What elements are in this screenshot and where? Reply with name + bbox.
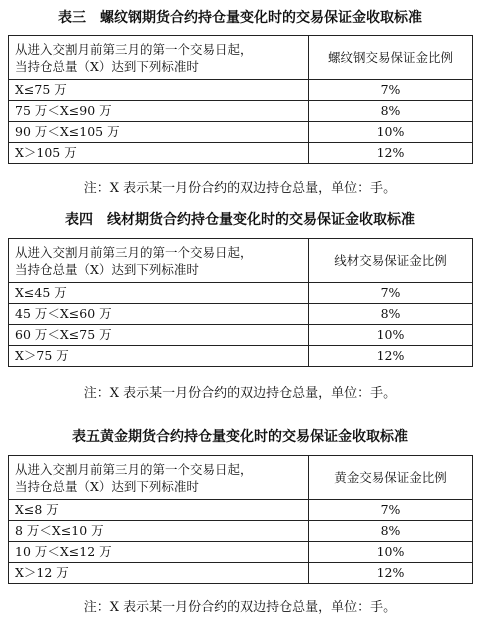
- table-header-row: [9, 239, 473, 283]
- ratio-cell: 8%: [309, 101, 473, 122]
- table-row: [9, 346, 473, 367]
- table-header-row: [9, 36, 473, 80]
- table-note: 注：X 表示某一月份合约的双边持仓总量，单位：手。: [83, 181, 397, 196]
- header-condition-line2: 当持仓总量（X）达到下列标准时: [15, 58, 199, 74]
- table-row: [9, 283, 473, 304]
- ratio-cell: 7%: [309, 500, 473, 521]
- table-row: [9, 542, 473, 563]
- table-row: [9, 521, 473, 542]
- table-title: 表五黄金期货合约持仓量变化时的交易保证金收取标准: [72, 429, 408, 445]
- table-row: [9, 122, 473, 143]
- table-row: [9, 500, 473, 521]
- table-header-row: [9, 456, 473, 500]
- range-cell: X≤75 万: [9, 80, 309, 101]
- table-note: 注：X 表示某一月份合约的双边持仓总量，单位：手。: [83, 386, 397, 401]
- ratio-cell: 10%: [309, 122, 473, 143]
- ratio-cell: 10%: [309, 542, 473, 563]
- range-cell: X≤45 万: [9, 283, 309, 304]
- range-cell: X＞105 万: [9, 143, 309, 164]
- table-row: [9, 325, 473, 346]
- table-row: [9, 101, 473, 122]
- table-note: 注：X 表示某一月份合约的双边持仓总量，单位：手。: [83, 600, 397, 615]
- table-row: [9, 563, 473, 584]
- header-ratio-cell: 螺纹钢交易保证金比例: [309, 36, 473, 80]
- header-ratio-cell: 黄金交易保证金比例: [309, 456, 473, 500]
- table-row: [9, 143, 473, 164]
- header-condition-line1: 从进入交割月前第三月的第一个交易日起，: [15, 244, 253, 260]
- range-cell: 75 万＜X≤90 万: [9, 101, 309, 122]
- header-condition-line1: 从进入交割月前第三月的第一个交易日起，: [15, 461, 253, 477]
- range-cell: 8 万＜X≤10 万: [9, 521, 309, 542]
- header-condition-line2: 当持仓总量（X）达到下列标准时: [15, 478, 199, 494]
- ratio-cell: 7%: [309, 80, 473, 101]
- ratio-cell: 12%: [309, 346, 473, 367]
- header-condition-line1: 从进入交割月前第三月的第一个交易日起，: [15, 41, 253, 57]
- range-cell: 10 万＜X≤12 万: [9, 542, 309, 563]
- header-condition-cell: [9, 36, 309, 80]
- range-cell: 60 万＜X≤75 万: [9, 325, 309, 346]
- margin-table: [8, 238, 473, 367]
- ratio-cell: 12%: [309, 143, 473, 164]
- range-cell: 90 万＜X≤105 万: [9, 122, 309, 143]
- table-title: 表四 线材期货合约持仓量变化时的交易保证金收取标准: [65, 212, 415, 228]
- ratio-cell: 10%: [309, 325, 473, 346]
- margin-table: [8, 455, 473, 584]
- margin-table: [8, 35, 473, 164]
- header-condition-line2: 当持仓总量（X）达到下列标准时: [15, 261, 199, 277]
- table-title: 表三 螺纹钢期货合约持仓量变化时的交易保证金收取标准: [58, 10, 422, 26]
- table-row: [9, 304, 473, 325]
- ratio-cell: 8%: [309, 304, 473, 325]
- header-condition-cell: [9, 239, 309, 283]
- header-condition-cell: [9, 456, 309, 500]
- range-cell: 45 万＜X≤60 万: [9, 304, 309, 325]
- ratio-cell: 7%: [309, 283, 473, 304]
- ratio-cell: 8%: [309, 521, 473, 542]
- header-ratio-cell: 线材交易保证金比例: [309, 239, 473, 283]
- range-cell: X＞12 万: [9, 563, 309, 584]
- ratio-cell: 12%: [309, 563, 473, 584]
- table-row: [9, 80, 473, 101]
- range-cell: X＞75 万: [9, 346, 309, 367]
- range-cell: X≤8 万: [9, 500, 309, 521]
